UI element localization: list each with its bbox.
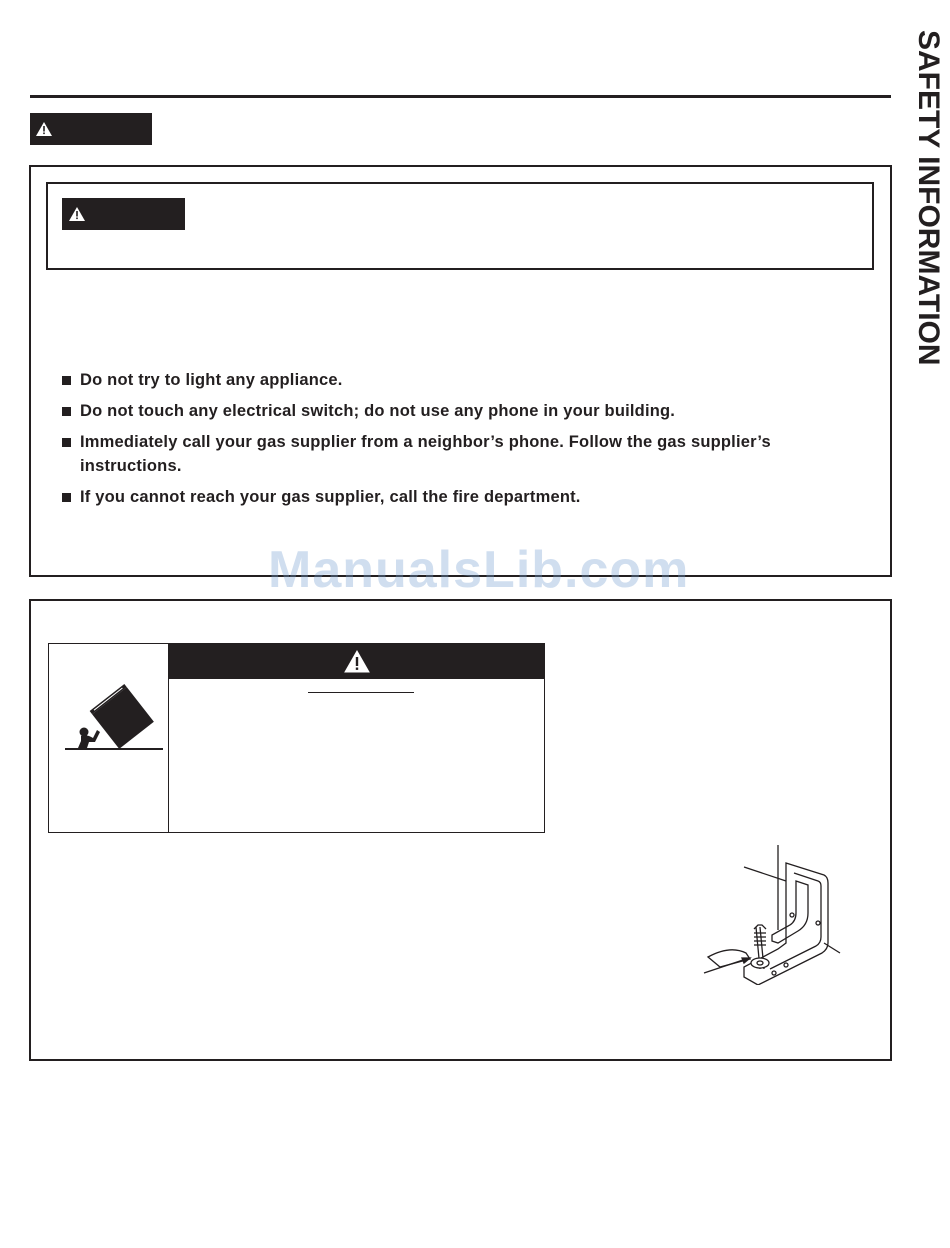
tip-over-hazard-icon — [65, 678, 165, 758]
bullet-square-icon — [62, 376, 71, 385]
header-rule — [30, 95, 891, 98]
watermark: ManualsLib.com — [268, 541, 690, 599]
list-item: Do not touch any electrical switch; do not use any phone in your building. — [62, 399, 842, 423]
side-title — [908, 30, 948, 410]
anti-tip-bracket-illustration — [700, 845, 845, 985]
tip-over-warning-table — [48, 643, 545, 833]
bullet-square-icon — [62, 493, 71, 502]
bullet-square-icon — [62, 438, 71, 447]
tip-over-warning-header — [169, 644, 544, 679]
warning-triangle-icon — [69, 207, 85, 221]
inner-warning-label-bar — [62, 198, 185, 230]
warning-triangle-icon — [344, 650, 370, 673]
bullet-square-icon — [62, 407, 71, 416]
gas-leak-instructions — [62, 368, 842, 516]
list-item: If you cannot reach your gas supplier, call the fire department. — [62, 485, 842, 509]
list-item: Immediately call your gas supplier from a neighbor’s phone. Follow the gas supplier’s instructions. — [62, 430, 842, 478]
side-title-text: SAFETY INFORMATION — [912, 30, 945, 366]
warning-label-bar — [30, 113, 152, 145]
warning-triangle-icon — [36, 122, 52, 136]
list-item: Do not try to light any appliance. — [62, 368, 842, 392]
underline-mark — [308, 692, 414, 693]
